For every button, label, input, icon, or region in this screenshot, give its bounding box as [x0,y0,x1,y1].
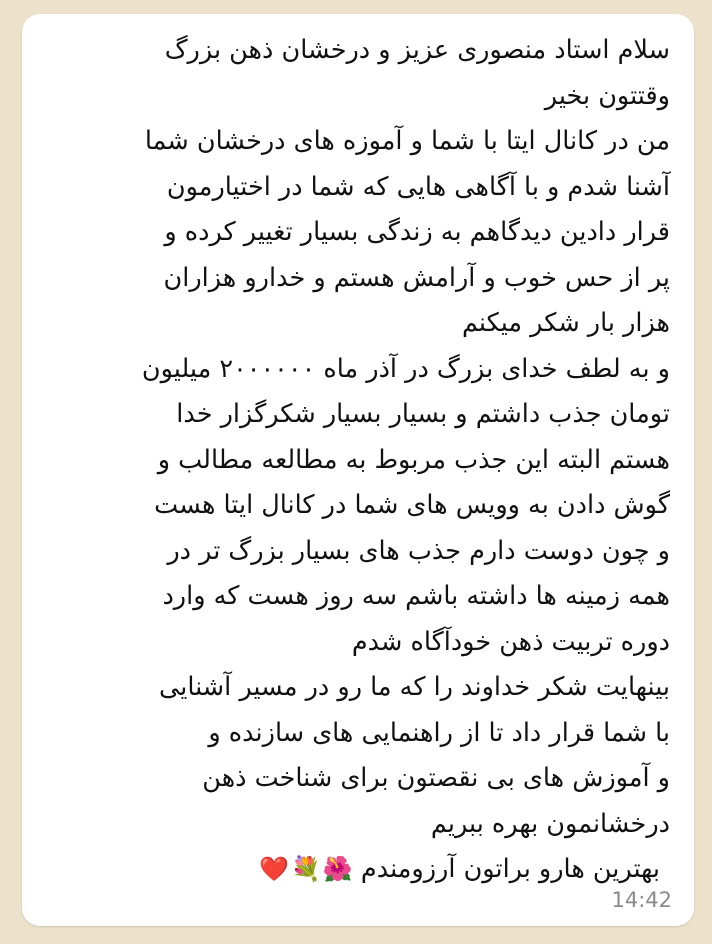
bouquet-emoji-icon: 💐 [291,855,321,883]
message-line: وقتتون بخیر [544,80,670,111]
message-line: با شما قرار داد تا از راهنمایی های سازنده و [208,717,670,748]
message-line: هستم البته این جذب مربوط به مطالعه مطالب و [157,444,670,475]
message-timestamp: 14:42 [611,888,672,912]
message-line: سلام استاد منصوری عزیز و درخشان ذهن بزرگ [164,35,670,65]
message-line: پر از حس خوب و آرامش هستم و خدارو هزاران [163,262,670,293]
closing-line [46,847,670,893]
message-line: همه زمینه ها داشته باشم سه روز هست که وارد [162,581,670,611]
message-line: دوره تربیت ذهن خودآگاه شدم [351,626,670,657]
message-line: گوش دادن به وویس های شما در کانال ایتا هست [154,490,670,520]
message-line: هزار بار شکر میکنم [461,308,670,338]
message-line: من در کانال ایتا با شما و آموزه های درخشان شما [144,126,670,156]
message-line: بینهایت شکر خداوند را که ما رو در مسیر آشنایی [158,672,670,702]
message-line: تومان جذب داشتم و بسیار بسیار شکرگزار خدا [176,399,670,429]
heart-emoji-icon: ❤️ [259,855,290,883]
message-line: قرار دادین دیدگاهم به زندگی بسیار تغییر کرده و [164,217,670,247]
message-line: و به لطف خدای بزرگ در آذر ماه ۲۰۰۰۰۰۰ میلیون [141,353,670,384]
message-line: آشنا شدم و با آگاهی هایی که شما در اختیارمون [166,171,670,202]
closing-text: بهترین هارو براتون آرزومندم [360,854,660,884]
message-line: و چون دوست دارم جذب های بسیار بزرگ تر در [167,535,670,566]
hibiscus-emoji-icon: 🌺 [322,855,353,883]
message-line: درخشانمون بهره ببریم [430,808,670,839]
message-line: و آموزش های بی نقصتون برای شناخت ذهن [202,763,670,793]
message-bubble[interactable] [22,14,694,926]
message-text [46,28,670,893]
